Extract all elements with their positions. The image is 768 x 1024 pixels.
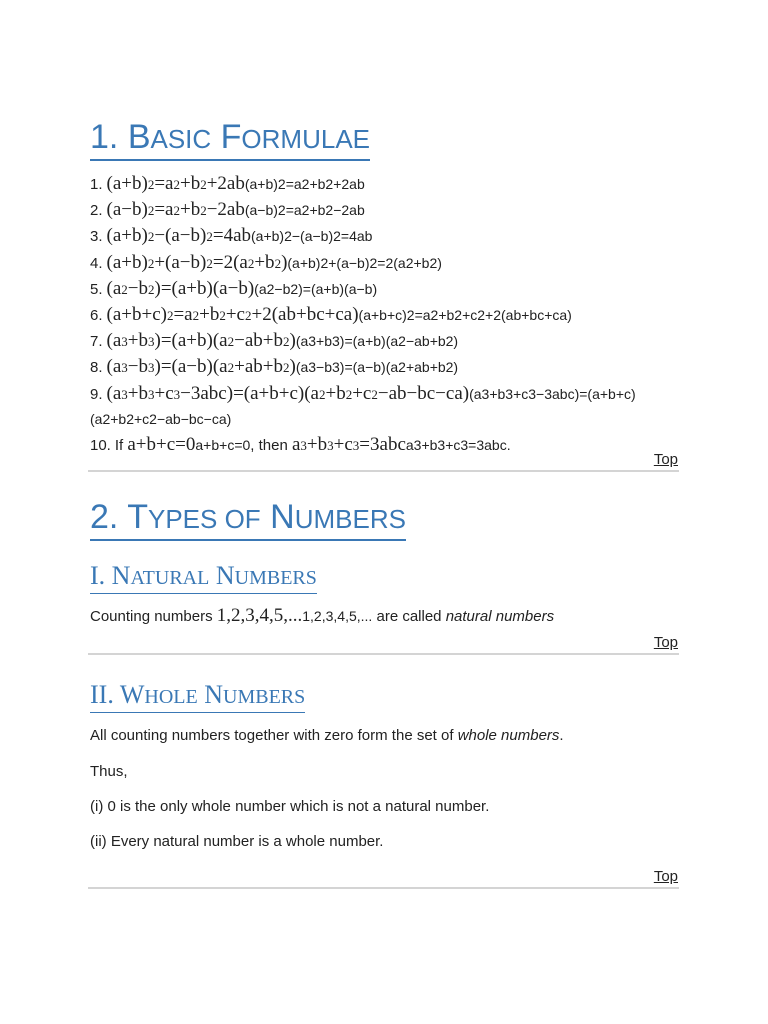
formula-math: (a+b)2+(a−b)2=2(a2+b2) [106,251,288,273]
formula-item: 7. (a3+b3)=(a+b)(a2−ab+b2)(a3+b3)=(a+b)(a2−ab+b2) [90,330,459,352]
formula-text: (a3+b3)=(a+b)(a2−ab+b2) [295,333,459,350]
top-link[interactable]: Top [653,451,678,468]
formula-math: (a3+b3+c3−3abc)=(a+b+c)(a2+b2+c2−ab−bc−ca) [106,382,470,404]
whole-point-2: (ii) Every natural number is a whole number. [90,833,384,850]
section-divider [88,653,679,655]
formula-math: (a+b+c)2=a2+b2+c2+2(ab+bc+ca) [106,304,359,326]
subheading-natural-numbers: I. NATURAL NUMBERS [90,562,317,594]
formula-item: 8. (a3−b3)=(a−b)(a2+ab+b2)(a3−b3)=(a−b)(a2+ab+b2) [90,356,459,378]
formula-text: (a+b+c)2=a2+b2+c2+2(ab+bc+ca) [358,307,572,324]
formula-math: (a2−b2)=(a+b)(a−b) [106,277,255,299]
formula-text: (a2−b2)=(a+b)(a−b) [254,280,378,297]
formula-text: (a+b)2+(a−b)2=2(a2+b2) [287,254,442,271]
formula-item: 1. (a+b)2=a2+b2+2ab(a+b)2=a2+b2+2ab [90,173,365,194]
section-heading-types-of-numbers: 2. TYPES OF NUMBERS [90,498,406,541]
whole-numbers-definition: All counting numbers together with zero form the set of whole numbers. [90,727,564,744]
formula-math: a3+b3+c3=3abc [291,433,406,455]
formula-item: 5. (a2−b2)=(a+b)(a−b)(a2−b2)=(a+b)(a−b) [90,277,378,299]
formula-text: (a+b)2−(a−b)2=4ab [251,228,373,245]
formula-math: (a3−b3)=(a−b)(a2+ab+b2) [106,356,296,378]
formula-item: 10. If a+b+c=0a+b+c=0, then a3+b3+c3=3abca3+b3+c3=3abc. [90,433,511,455]
section-divider [88,887,679,889]
natural-numbers-definition: Counting numbers 1,2,3,4,5,...1,2,3,4,5,... are called natural numbers [90,605,555,626]
formula-item: 4. (a+b)2+(a−b)2=2(a2+b2)(a+b)2+(a−b)2=2(a2+b2) [90,251,442,273]
formula-item: 3. (a+b)2−(a−b)2=4ab(a+b)2−(a−b)2=4ab [90,225,373,247]
whole-point-1: (i) 0 is the only whole number which is not a natural number. [90,798,490,815]
thus-text: Thus, [90,763,128,780]
section-heading-basic-formulae: 1. BASIC FORMULAE [90,118,370,161]
top-link[interactable]: Top [653,634,678,651]
formula-item: 2. (a−b)2=a2+b2−2ab(a−b)2=a2+b2−2ab [90,199,365,221]
formula-text: (a−b)2=a2+b2−2ab [244,202,365,219]
formula-math: (a3+b3)=(a+b)(a2−ab+b2) [106,330,296,352]
formula-math: (a−b)2=a2+b2−2ab [106,199,245,221]
formula-text: (a+b)2=a2+b2+2ab [244,176,365,192]
formula-item: 6. (a+b+c)2=a2+b2+c2+2(ab+bc+ca)(a+b+c)2=a2+b2+c2+2(ab+bc+ca) [90,304,572,326]
formula-math: (a+b)2−(a−b)2=4ab [106,225,252,247]
formula-math: (a+b)2=a2+b2+2ab [106,173,245,194]
formula-text: (a3+b3+c3−3abc)=(a+b+c)(a2+b2+c2−ab−bc−ca) [90,385,636,427]
top-link[interactable]: Top [653,868,678,885]
section-divider [88,470,679,472]
formula-list [90,171,690,458]
subheading-whole-numbers: II. WHOLE NUMBERS [90,681,305,713]
formula-text: (a3−b3)=(a−b)(a2+ab+b2) [295,359,459,376]
formula-item: 9. (a3+b3+c3−3abc)=(a+b+c)(a2+b2+c2−ab−bc−ca)(a3+b3+c3−3abc)=(a+b+c)(a2+b2+c2−ab−bc−ca) [90,382,636,427]
